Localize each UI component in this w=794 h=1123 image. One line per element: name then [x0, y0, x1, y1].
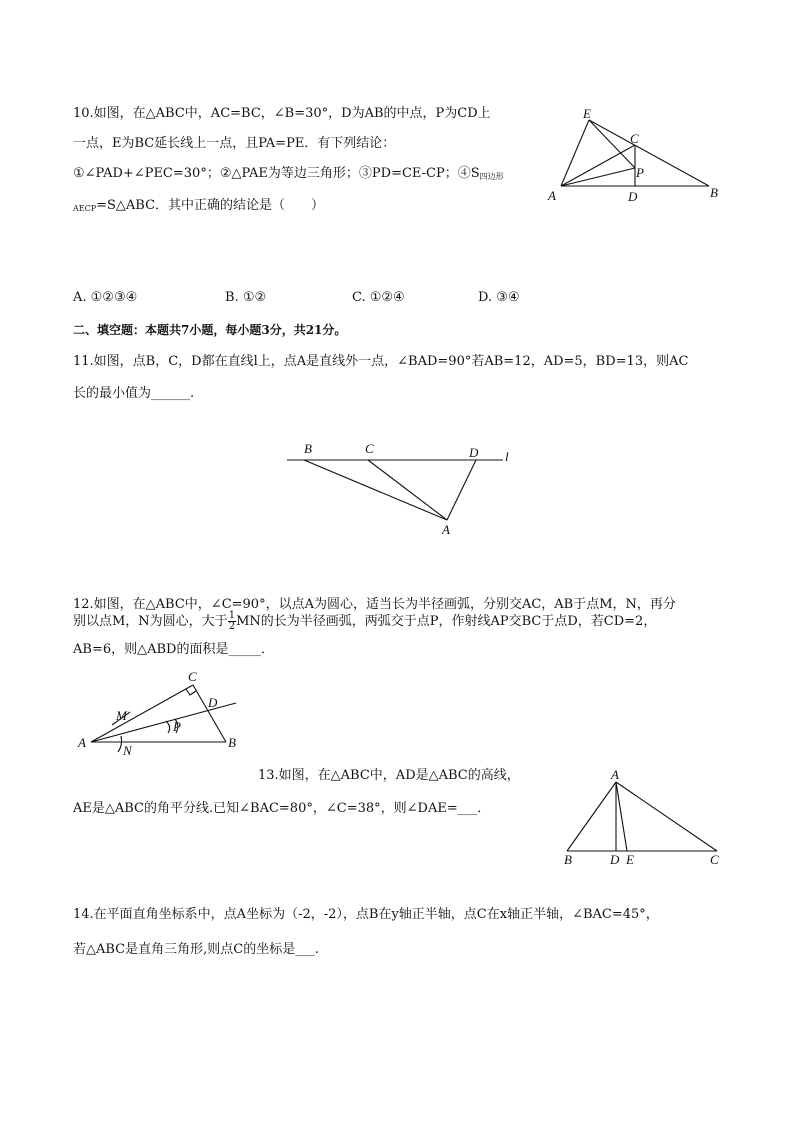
- q12-label-P: P: [173, 719, 181, 734]
- q10-option-a: A. ①②③④: [73, 290, 138, 305]
- q12-fraction-den: 2: [228, 621, 236, 632]
- q13-text-line1: 13.如图，在△ABC中，AD是△ABC的高线，: [258, 768, 520, 783]
- q13-label-B: B: [564, 852, 572, 867]
- q13-label-C: C: [710, 852, 719, 867]
- q10-label-C: C: [630, 131, 639, 146]
- section-heading: 二、填空题：本题共7小题，每小题3分，共21分。: [73, 323, 347, 337]
- q10-option-b: B. ①②: [225, 290, 267, 305]
- q12-label-C: C: [188, 669, 197, 684]
- q12-fraction-num: 1: [228, 610, 236, 621]
- q12-label-D: D: [208, 695, 218, 710]
- q10-label-D: D: [628, 189, 638, 204]
- q14-text-line1: 14.在平面直角坐标系中，点A坐标为（-2，-2），点B在y轴正半轴，点C在x轴正半轴，∠BAC=45°，: [73, 907, 659, 922]
- q10-label-E: E: [583, 106, 591, 121]
- q12-label-A: A: [78, 735, 86, 750]
- q13-label-A: A: [611, 767, 619, 782]
- q12-label-N: N: [123, 743, 132, 758]
- q11-text-line2: 长的最小值为______.: [73, 386, 195, 401]
- q11-label-B: B: [304, 441, 312, 456]
- q10-text-line1: 10.如图，在△ABC中，AC=BC，∠B=30°，D为AB的中点，P为CD上: [73, 106, 491, 121]
- q12-label-B: B: [228, 735, 236, 750]
- q10-label-P: P: [636, 165, 644, 180]
- q12-text-line1: 12.如图，在△ABC中，∠C=90°，以点A为圆心，适当长为半径画弧，分别交AC，AB于点M，N，再分: [73, 597, 676, 612]
- q14-text-line2: 若△ABC是直角三角形,则点C的坐标是___.: [73, 942, 319, 957]
- q10-label-B: B: [710, 185, 718, 200]
- q11-label-A: A: [442, 522, 450, 537]
- q10-option-c: C. ①②④: [352, 290, 405, 305]
- q13-text-line2: AE是△ABC的角平分线.已知∠BAC=80°，∠C=38°，则∠DAE=___．: [73, 801, 491, 816]
- q11-text-line1: 11.如图，点B，C，D都在直线l上，点A是直线外一点，∠BAD=90°若AB=12，AD=5，BD=13，则AC: [73, 354, 689, 369]
- q10-text-line2: 一点，E为BC延长线上一点，且PA=PE．有下列结论：: [73, 136, 396, 151]
- q13-label-E: E: [626, 852, 634, 867]
- q12-label-M: M: [116, 708, 127, 723]
- q10-text-line4-main: =S△ABC．其中正确的结论是（ ）: [96, 198, 325, 213]
- q13-label-D: D: [610, 852, 620, 867]
- q11-label-D: D: [469, 445, 479, 460]
- q10-option-d: D. ③④: [478, 290, 520, 305]
- q12-text-line3: AB=6，则△ABD的面积是_____．: [73, 642, 274, 657]
- q10-text-line3-sub: 四边形: [479, 172, 504, 181]
- q12-text-line2-a: 别以点M，N为圆心，大于: [73, 614, 228, 629]
- q11-label-C: C: [365, 441, 374, 456]
- q10-text-line4-sub: AECP: [73, 204, 97, 213]
- q10-text-line3-main: ①∠PAD+∠PEC=30°；②△PAE为等边三角形；③PD=CE-CP；④S: [73, 166, 480, 181]
- q12-text-line2-b: MN的长为半径画弧，两弧交于点P，作射线AP交BC于点D，若CD=2，: [236, 614, 657, 629]
- q11-label-l: l: [505, 449, 509, 464]
- q10-label-A: A: [548, 188, 556, 203]
